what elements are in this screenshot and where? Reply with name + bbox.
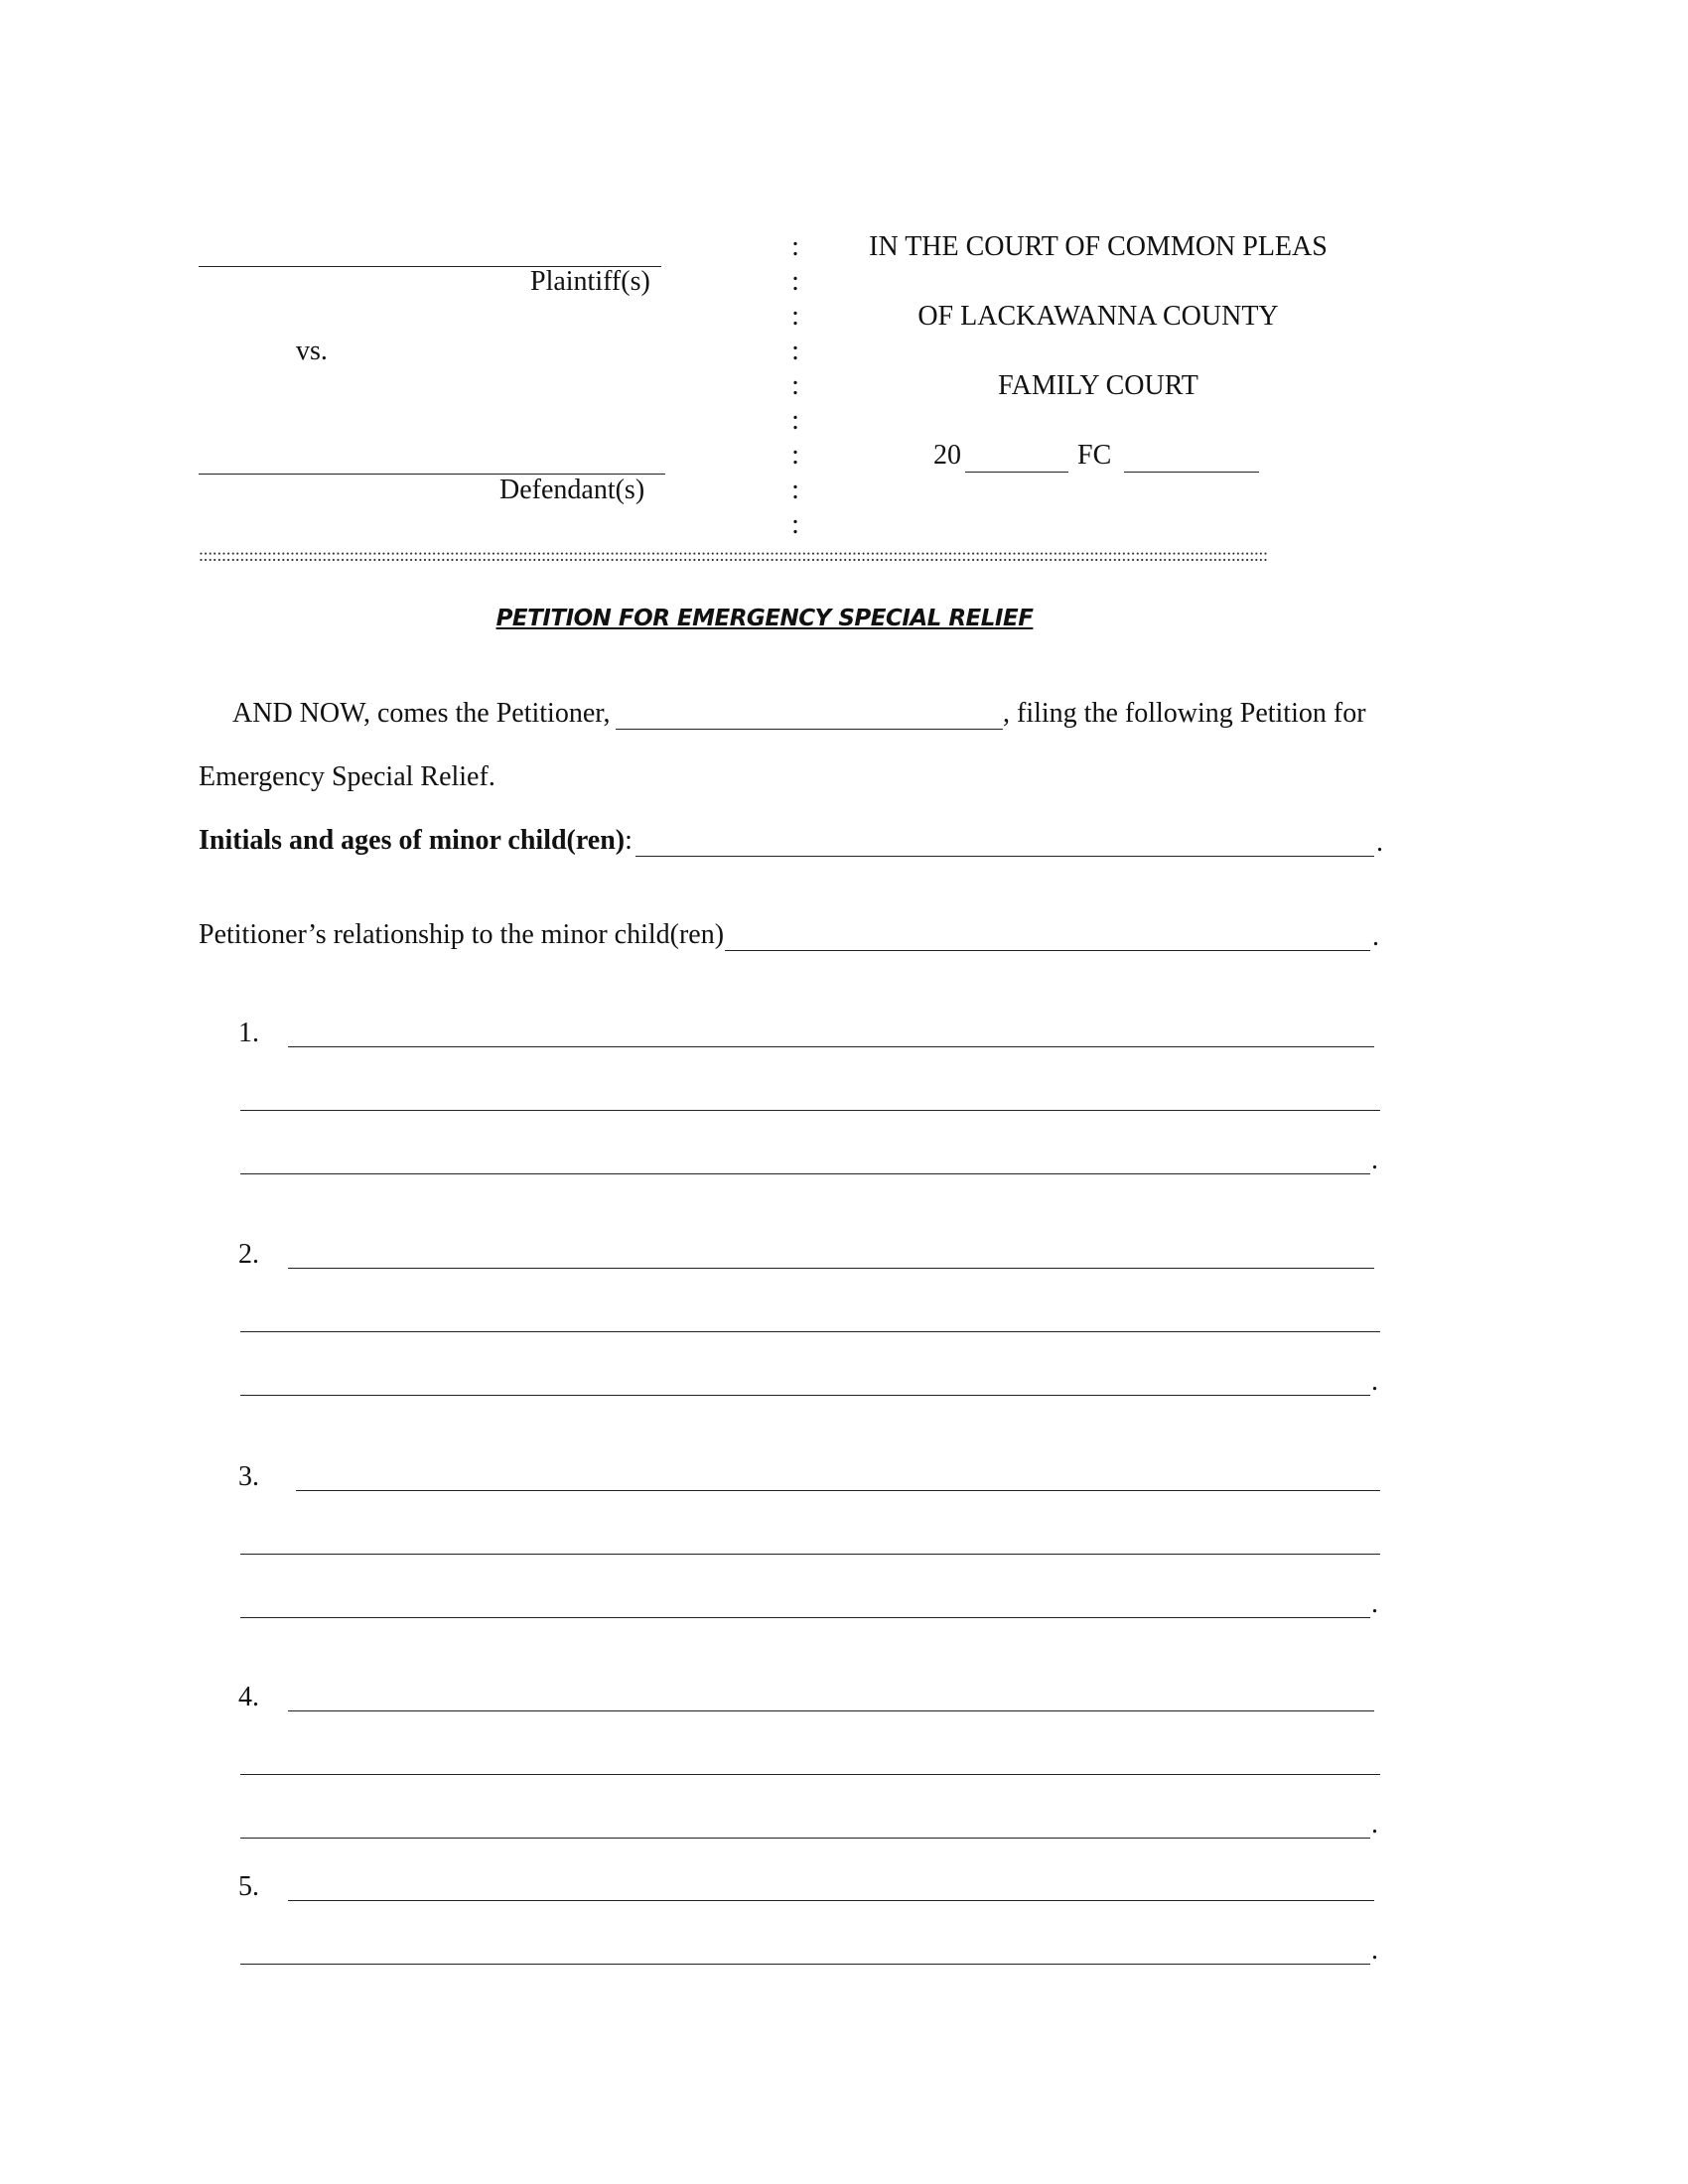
item-number: 4. bbox=[238, 1682, 259, 1712]
caption-colon: : bbox=[791, 405, 799, 436]
item-2-period: . bbox=[1371, 1366, 1378, 1397]
caption-colon: : bbox=[791, 370, 799, 401]
item-1-period: . bbox=[1371, 1145, 1378, 1175]
docket-year-field[interactable] bbox=[965, 438, 1068, 473]
children-initials-ages-field[interactable] bbox=[635, 822, 1374, 857]
petitioner-name-field[interactable] bbox=[616, 695, 1003, 730]
relationship-field[interactable] bbox=[725, 916, 1370, 951]
item-2-line-1[interactable] bbox=[288, 1234, 1374, 1269]
item-4-line-3[interactable] bbox=[240, 1804, 1370, 1839]
item-3-line-1[interactable] bbox=[296, 1456, 1380, 1491]
item-3-period: . bbox=[1371, 1588, 1378, 1619]
caption-colon: : bbox=[791, 231, 799, 262]
item-2-line-2[interactable] bbox=[240, 1297, 1380, 1332]
caption-colon: : bbox=[791, 336, 799, 366]
relationship-period: . bbox=[1372, 921, 1379, 952]
docket-number-field[interactable] bbox=[1124, 438, 1259, 473]
item-5-line-1[interactable] bbox=[288, 1866, 1374, 1901]
intro-line2: Emergency Special Relief. bbox=[199, 761, 495, 792]
vs-label: vs. bbox=[296, 336, 328, 366]
item-number: 1. bbox=[238, 1018, 259, 1048]
item-number: 5. bbox=[238, 1871, 259, 1902]
intro-suffix: , filing the following Petition for bbox=[1003, 698, 1366, 729]
caption-colon: : bbox=[791, 266, 799, 297]
caption-colon: : bbox=[791, 509, 799, 540]
court-name-line3: FAMILY COURT bbox=[998, 370, 1198, 401]
item-5-period: . bbox=[1371, 1935, 1378, 1966]
children-label-colon: : bbox=[625, 825, 633, 856]
item-number: 2. bbox=[238, 1239, 259, 1270]
caption-separator: :::::::::::::::::::::::::::::::::::::::::::::::::::::::::::::::::::::::::::::::::::::::::::::::::::::::::::::::::::::::::::::::::::::::::::::::::::::::::::::::::::::::::::::::::::::::::::::::::::::::::::::::::::::::::::::::::::::::::: bbox=[199, 551, 1268, 565]
item-number: 3. bbox=[238, 1461, 259, 1492]
item-1-line-2[interactable] bbox=[240, 1076, 1380, 1111]
court-name-line2: OF LACKAWANNA COUNTY bbox=[917, 301, 1279, 332]
relationship-label: Petitioner’s relationship to the minor child(ren) bbox=[199, 919, 725, 950]
defendant-name-field[interactable] bbox=[199, 440, 665, 475]
item-5-line-2[interactable] bbox=[240, 1930, 1370, 1965]
caption-colon: : bbox=[791, 440, 799, 471]
item-3-line-3[interactable] bbox=[240, 1583, 1370, 1618]
caption-colon: : bbox=[791, 301, 799, 332]
item-4-line-2[interactable] bbox=[240, 1740, 1380, 1775]
intro-prefix: AND NOW, comes the Petitioner, bbox=[232, 698, 611, 729]
court-name-line1: IN THE COURT OF COMMON PLEAS bbox=[869, 231, 1328, 262]
item-4-line-1[interactable] bbox=[288, 1677, 1374, 1711]
defendant-label: Defendant(s) bbox=[499, 475, 645, 505]
item-1-line-3[interactable] bbox=[240, 1140, 1370, 1174]
docket-year-prefix: 20 bbox=[933, 440, 961, 471]
plaintiff-label: Plaintiff(s) bbox=[530, 266, 650, 297]
item-1-line-1[interactable] bbox=[288, 1013, 1374, 1047]
document-title: PETITION FOR EMERGENCY SPECIAL RELIEF bbox=[495, 606, 1034, 631]
item-4-period: . bbox=[1371, 1809, 1378, 1840]
children-label-bold: Initials and ages of minor child(ren) bbox=[199, 825, 626, 856]
item-2-line-3[interactable] bbox=[240, 1361, 1370, 1396]
item-3-line-2[interactable] bbox=[240, 1520, 1380, 1555]
children-label bbox=[199, 825, 633, 857]
plaintiff-name-field[interactable] bbox=[199, 232, 661, 267]
docket-fc-label: FC bbox=[1077, 440, 1112, 471]
children-period: . bbox=[1376, 827, 1383, 858]
caption-colon: : bbox=[791, 475, 799, 505]
